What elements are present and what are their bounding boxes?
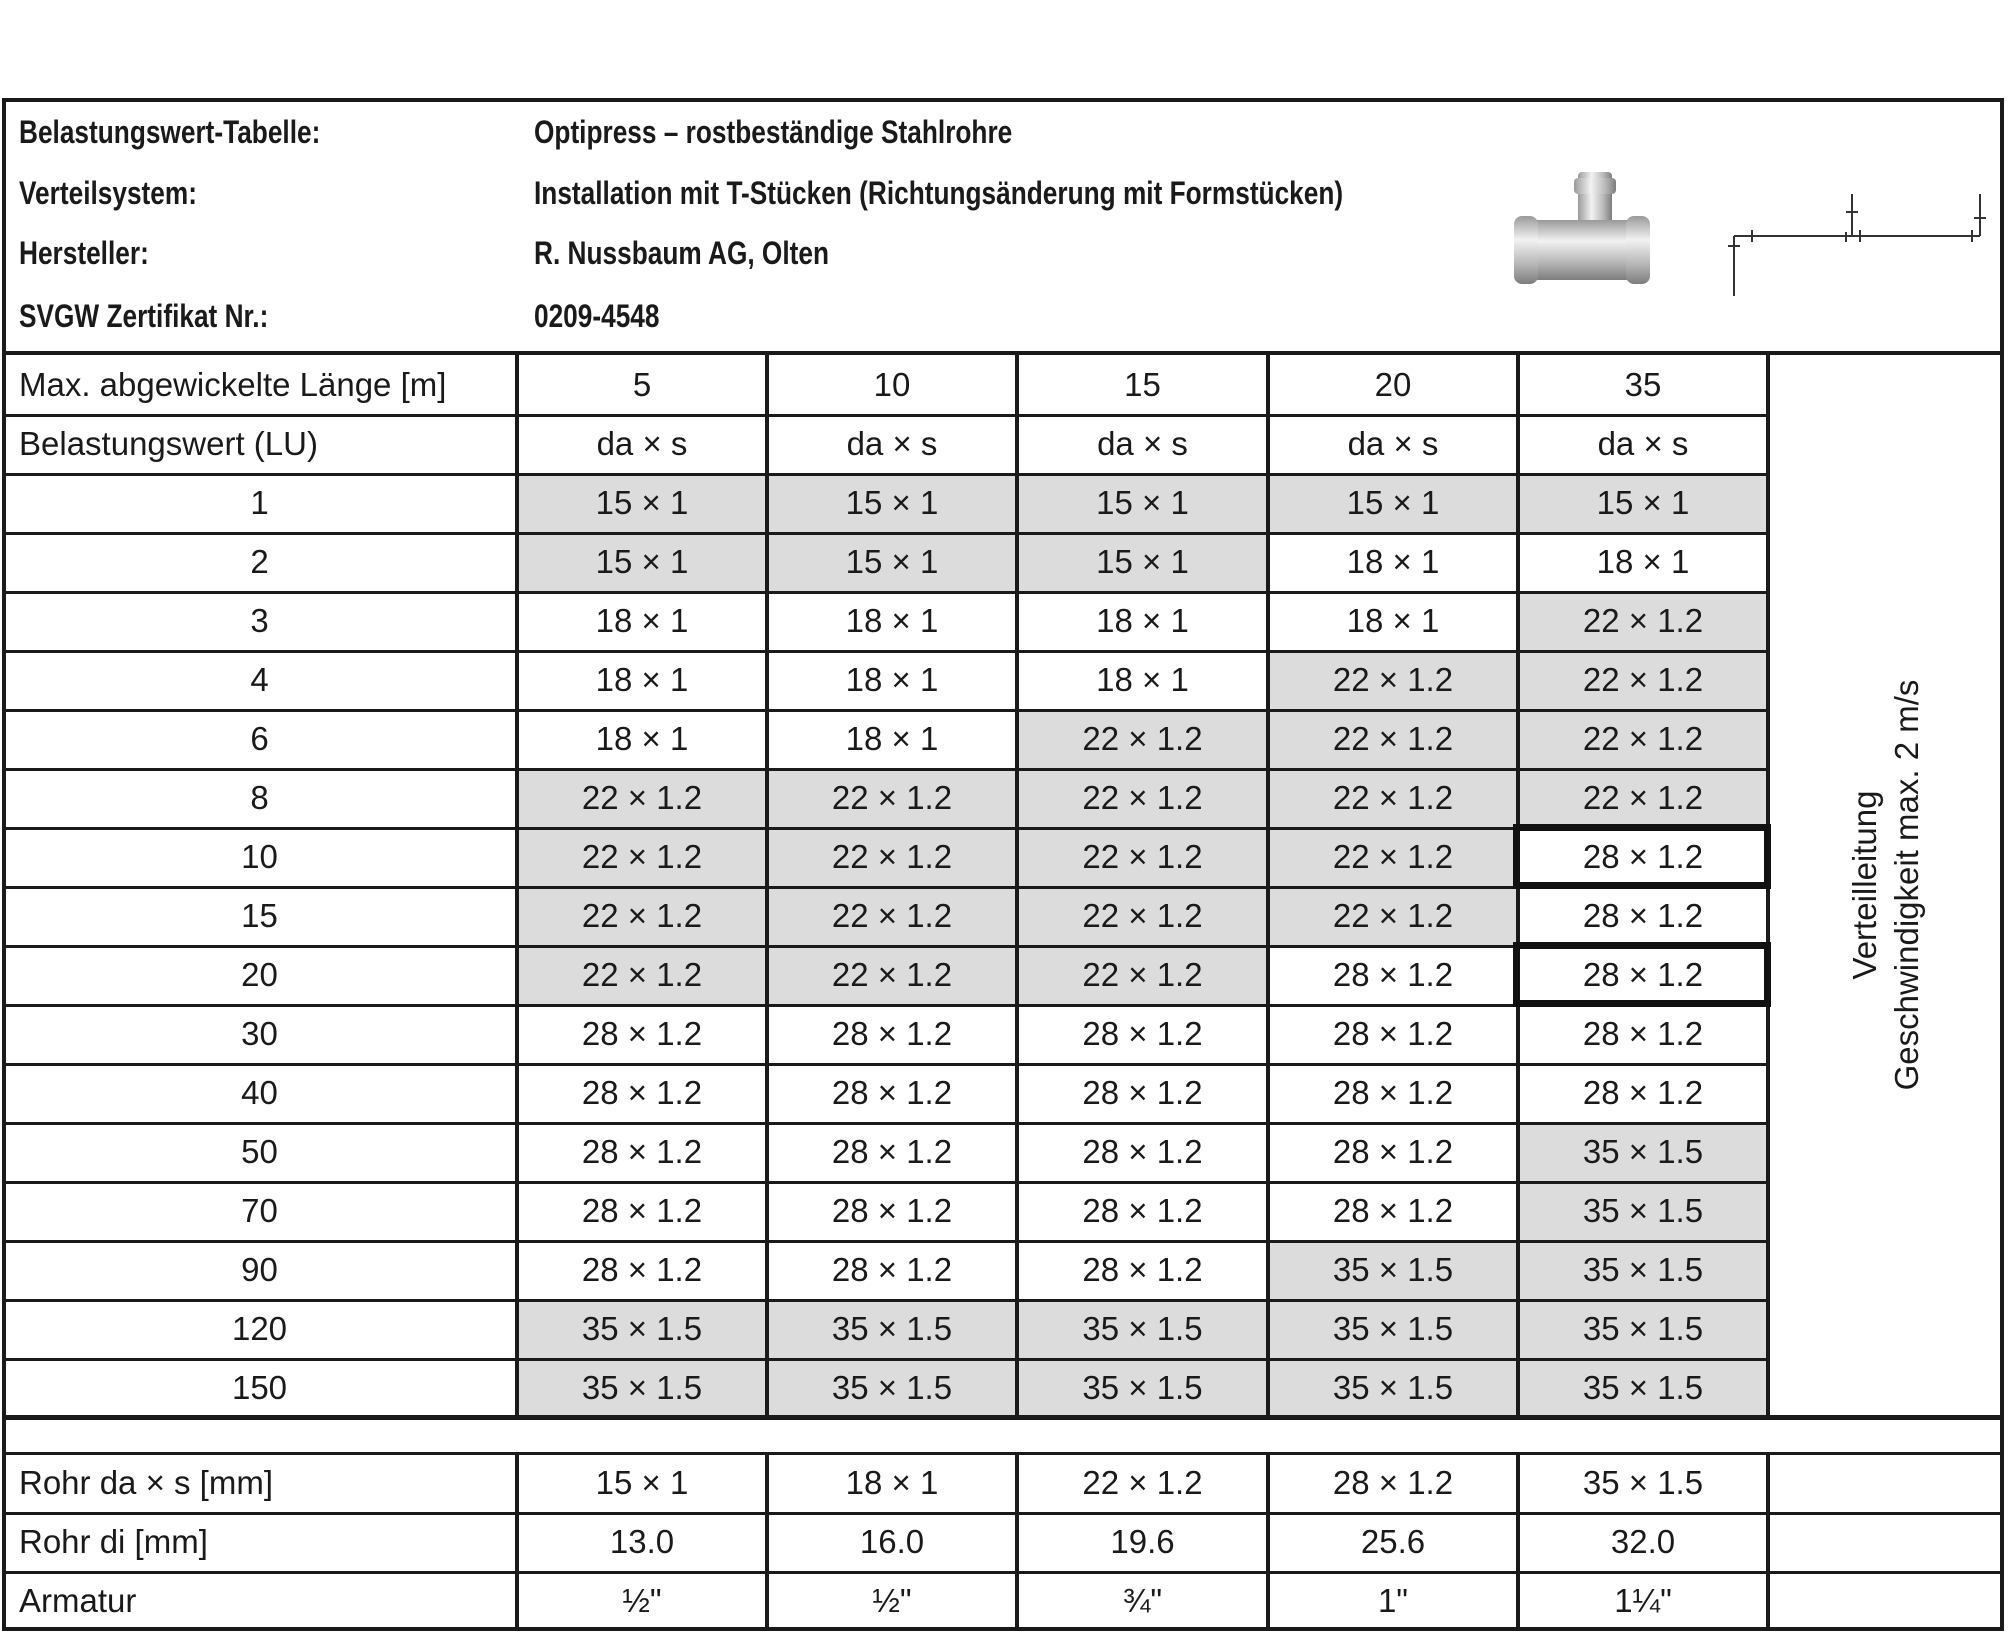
footer-value: 28 × 1.2	[1332, 1464, 1454, 1501]
footer-label: Rohr da × s [mm]	[19, 1464, 273, 1501]
lu-value: 3	[250, 602, 269, 639]
pipe-size-cell: 18 × 1	[1596, 543, 1690, 580]
length-value: 10	[873, 366, 911, 403]
pipe-size-cell: 35 × 1.5	[831, 1310, 953, 1347]
length-label: Max. abgewickelte Länge [m]	[19, 366, 447, 403]
pipe-size-cell: 15 × 1	[595, 484, 689, 521]
pipe-size-cell: 22 × 1.2	[831, 956, 953, 993]
lu-value: 20	[241, 956, 278, 993]
lu-label: Belastungswert (LU)	[19, 425, 318, 462]
pipe-size-cell: 35 × 1.5	[1332, 1251, 1454, 1288]
dim-label: da × s	[596, 425, 688, 462]
lu-value: 40	[241, 1074, 278, 1111]
pipe-size-cell: 18 × 1	[595, 602, 689, 639]
pipe-size-cell: 28 × 1.2	[1082, 1192, 1203, 1229]
pipe-size-cell: 22 × 1.2	[581, 956, 703, 993]
pipe-size-cell: 35 × 1.5	[1582, 1192, 1704, 1229]
pipe-size-cell: 28 × 1.2	[1332, 1192, 1454, 1229]
pipe-size-cell: 28 × 1.2	[1582, 1074, 1704, 1111]
lu-value: 6	[250, 720, 269, 757]
pipe-size-cell: 22 × 1.2	[581, 779, 703, 816]
dim-label: da × s	[1597, 425, 1689, 462]
pipe-size-cell: 28 × 1.2	[831, 1074, 953, 1111]
dim-label: da × s	[846, 425, 938, 462]
lu-value: 30	[241, 1015, 278, 1052]
pipe-size-cell: 22 × 1.2	[831, 838, 953, 875]
footer-label: Rohr di [mm]	[19, 1523, 208, 1560]
pipe-size-cell: 22 × 1.2	[1082, 720, 1203, 757]
footer-value: 35 × 1.5	[1582, 1464, 1704, 1501]
lu-value: 2	[250, 543, 269, 580]
footer-value: 13.0	[609, 1523, 675, 1560]
lu-value: 15	[241, 897, 278, 934]
pipe-size-cell: 22 × 1.2	[1582, 779, 1704, 816]
pipe-size-cell: 35 × 1.5	[831, 1369, 953, 1406]
pipe-size-cell: 35 × 1.5	[581, 1310, 703, 1347]
pipe-size-cell: 28 × 1.2	[831, 1015, 953, 1052]
side-note-line-2: Geschwindigkeit max. 2 m/s	[1888, 679, 1925, 1091]
lu-value: 120	[231, 1310, 288, 1347]
pipe-size-cell: 28 × 1.2	[1582, 1015, 1704, 1052]
pipe-size-cell: 22 × 1.2	[831, 779, 953, 816]
pipe-size-cell: 35 × 1.5	[1332, 1310, 1454, 1347]
lu-value: 4	[250, 661, 269, 698]
pipe-size-cell: 28 × 1.2	[831, 1192, 953, 1229]
pipe-size-cell: 22 × 1.2	[1332, 779, 1454, 816]
pipe-size-cell: 28 × 1.2	[1332, 1133, 1454, 1170]
lu-value: 90	[241, 1251, 278, 1288]
pipe-size-cell: 15 × 1	[1096, 543, 1189, 580]
footer-value: 15 × 1	[595, 1464, 689, 1501]
pipe-size-cell: 22 × 1.2	[1082, 956, 1203, 993]
footer-value: 1"	[1377, 1582, 1409, 1619]
side-note-line-1: Verteilleitung	[1846, 790, 1883, 980]
pipe-size-cell: 22 × 1.2	[1082, 779, 1203, 816]
pipe-size-cell: 28 × 1.2	[581, 1133, 703, 1170]
pipe-size-cell: 15 × 1	[1596, 484, 1690, 521]
pipe-size-cell: 28 × 1.2	[1332, 1015, 1454, 1052]
pipe-size-cell: 18 × 1	[1346, 602, 1440, 639]
pipe-size-cell: 28 × 1.2	[1332, 1074, 1454, 1111]
pipe-size-cell: 35 × 1.5	[1582, 1133, 1704, 1170]
pipe-size-cell: 35 × 1.5	[1332, 1369, 1454, 1406]
pipe-size-cell: 22 × 1.2	[1332, 661, 1454, 698]
header-label-system: Verteilsystem:	[19, 175, 197, 211]
pipe-size-cell: 18 × 1	[595, 661, 689, 698]
footer-value: 25.6	[1360, 1523, 1426, 1560]
pipe-size-cell: 18 × 1	[1096, 602, 1189, 639]
header-value-manufacturer: R. Nussbaum AG, Olten	[534, 235, 829, 271]
pipe-size-cell: 22 × 1.2	[1082, 838, 1203, 875]
pipe-size-cell: 22 × 1.2	[1582, 661, 1704, 698]
length-value: 35	[1624, 366, 1662, 403]
footer-value: 1¼"	[1614, 1582, 1672, 1619]
footer-value: 32.0	[1610, 1523, 1676, 1560]
dim-label: da × s	[1097, 425, 1188, 462]
pipe-size-cell: 18 × 1	[595, 720, 689, 757]
lu-value: 150	[231, 1369, 288, 1406]
length-value: 15	[1124, 366, 1161, 403]
pipe-size-cell: 15 × 1	[845, 484, 939, 521]
footer-value: 16.0	[859, 1523, 925, 1560]
header-label-certificate: SVGW Zertifikat Nr.:	[19, 298, 269, 334]
header-value-certificate: 0209-4548	[534, 298, 660, 334]
dim-label: da × s	[1347, 425, 1439, 462]
pipe-size-cell: 28 × 1.2	[831, 1251, 953, 1288]
pipe-size-cell: 15 × 1	[845, 543, 939, 580]
pipe-size-cell: 18 × 1	[845, 602, 939, 639]
header-label-manufacturer: Hersteller:	[19, 235, 149, 271]
pipe-size-cell: 22 × 1.2	[1582, 602, 1704, 639]
header-value-table: Optipress – rostbeständige Stahlrohre	[534, 114, 1013, 150]
lu-value: 70	[241, 1192, 278, 1229]
footer-value: ½"	[622, 1582, 662, 1619]
pipe-size-cell: 28 × 1.2	[1082, 1074, 1203, 1111]
pipe-size-cell: 28 × 1.2	[1082, 1015, 1203, 1052]
pipe-size-cell: 28 × 1.2	[1582, 897, 1704, 934]
pipe-size-cell: 28 × 1.2	[1332, 956, 1454, 993]
pipe-size-cell: 35 × 1.5	[1082, 1310, 1203, 1347]
lu-value: 50	[241, 1133, 278, 1170]
pipe-size-cell: 22 × 1.2	[1332, 897, 1454, 934]
pipe-size-cell: 28 × 1.2	[1082, 1251, 1203, 1288]
pipe-size-cell: 28 × 1.2	[1082, 1133, 1203, 1170]
pipe-size-cell: 15 × 1	[595, 543, 689, 580]
pipe-size-cell: 18 × 1	[1096, 661, 1189, 698]
footer-value: 18 × 1	[845, 1464, 939, 1501]
pipe-size-cell: 35 × 1.5	[581, 1369, 703, 1406]
pipe-size-cell: 18 × 1	[845, 661, 939, 698]
header-label-table: Belastungswert-Tabelle:	[19, 114, 321, 150]
footer-value: 22 × 1.2	[1082, 1464, 1203, 1501]
pipe-size-cell: 28 × 1.2	[581, 1015, 703, 1052]
lu-value: 8	[250, 779, 269, 816]
pipe-size-cell: 28 × 1.2	[1582, 956, 1704, 993]
table-frame	[2, 98, 2004, 1631]
pipe-size-cell: 15 × 1	[1346, 484, 1440, 521]
pipe-size-cell: 22 × 1.2	[581, 897, 703, 934]
pipe-size-cell: 35 × 1.5	[1582, 1369, 1704, 1406]
length-value: 20	[1374, 366, 1412, 403]
pipe-size-cell: 28 × 1.2	[831, 1133, 953, 1170]
pipe-size-cell: 22 × 1.2	[1332, 838, 1454, 875]
pipe-size-cell: 35 × 1.5	[1082, 1369, 1203, 1406]
pipe-size-cell: 28 × 1.2	[581, 1074, 703, 1111]
pipe-size-cell: 22 × 1.2	[581, 838, 703, 875]
pipe-size-cell: 28 × 1.2	[1582, 838, 1704, 875]
pipe-size-cell: 35 × 1.5	[1582, 1251, 1704, 1288]
footer-value: 19.6	[1110, 1523, 1175, 1560]
pipe-size-cell: 15 × 1	[1096, 484, 1189, 521]
pipe-size-cell: 18 × 1	[845, 720, 939, 757]
footer-value: ¾"	[1122, 1582, 1163, 1619]
footer-label: Armatur	[19, 1582, 137, 1619]
lu-value: 1	[250, 484, 269, 521]
length-value: 5	[632, 366, 652, 403]
pipe-size-cell: 22 × 1.2	[1082, 897, 1203, 934]
pipe-size-cell: 28 × 1.2	[581, 1192, 703, 1229]
pipe-size-cell: 18 × 1	[1346, 543, 1440, 580]
footer-value: ½"	[872, 1582, 912, 1619]
lu-value: 10	[241, 838, 278, 875]
pipe-size-cell: 22 × 1.2	[1332, 720, 1454, 757]
pipe-size-cell: 22 × 1.2	[831, 897, 953, 934]
pipe-size-cell: 35 × 1.5	[1582, 1310, 1704, 1347]
header-value-system: Installation mit T-Stücken (Richtungsänderung mit Formstücken)	[534, 175, 1344, 211]
pipe-size-cell: 22 × 1.2	[1582, 720, 1704, 757]
pipe-size-cell: 28 × 1.2	[581, 1251, 703, 1288]
